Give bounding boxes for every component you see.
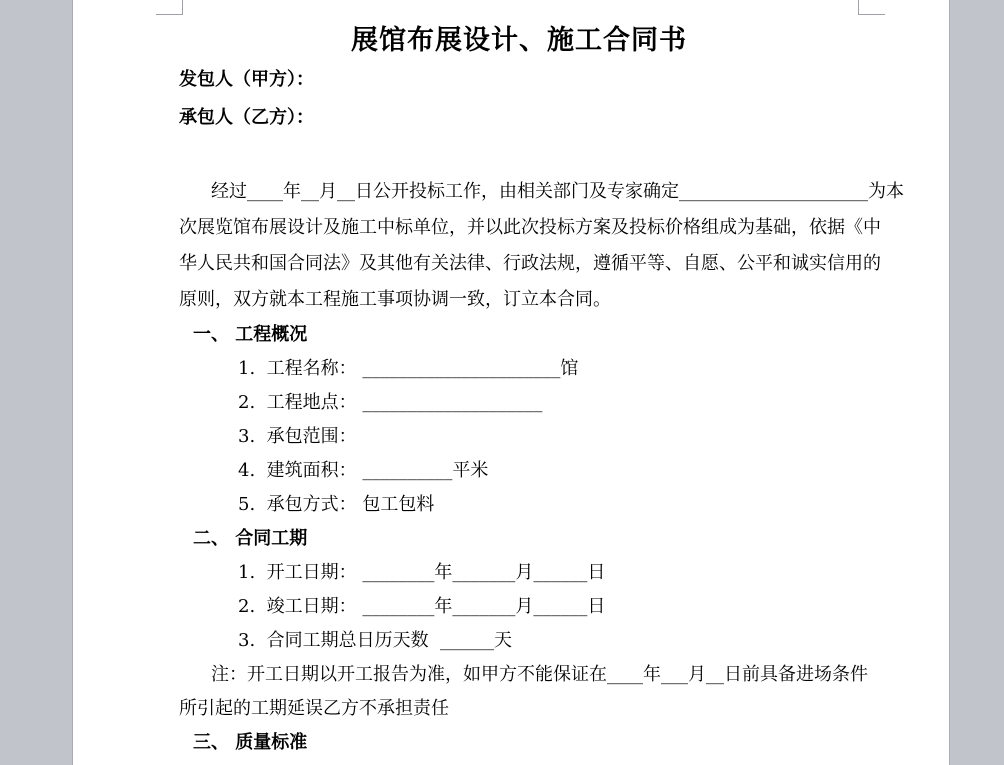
section-heading-contract-period: 二、 合同工期 [193, 528, 308, 549]
project-location-item: 2. 工程地点： ____________________ [238, 392, 543, 413]
building-area-item: 4. 建筑面积： __________平米 [238, 460, 489, 481]
margin-crop-mark-left-icon [156, 0, 183, 15]
contract-method-item: 5. 承包方式： 包工包料 [238, 494, 435, 515]
party-a-label: 发包人（甲方）： [179, 69, 314, 90]
completion-date-item: 2. 竣工日期： ________年_______月______日 [238, 596, 606, 617]
intro-line: 经过____年__月__日公开投标工作，由相关部门及专家确定_____________________为本 [211, 181, 904, 202]
project-name-item: 1. 工程名称： ______________________馆 [238, 358, 579, 379]
document-content [73, 24, 949, 765]
total-calendar-days-item: 3. 合同工期总日历天数 ______天 [238, 630, 513, 651]
intro-line: 华人民共和国合同法》及其他有关法律、行政法规，遵循平等、自愿、公平和诚实信用的 [179, 253, 881, 274]
margin-crop-mark-right-icon [858, 0, 885, 15]
intro-paragraph [179, 174, 904, 318]
document-page[interactable] [72, 0, 950, 765]
start-date-item: 1. 开工日期： ________年_______月______日 [238, 562, 606, 583]
note-line: 所引起的工期延误乙方不承担责任 [179, 698, 449, 719]
party-b-label: 承包人（乙方）： [179, 107, 314, 128]
section-heading-project-overview: 一、 工程概况 [193, 324, 308, 345]
intro-line: 原则，双方就本工程施工事项协调一致，订立本合同。 [179, 289, 611, 310]
note-line: 注：开工日期以开工报告为准，如甲方不能保证在____年___月__日前具备进场条件 [211, 664, 868, 685]
contract-scope-item: 3. 承包范围： [238, 426, 357, 447]
document-title: 展馆布展设计、施工合同书 [351, 25, 687, 56]
section-heading-quality-standard: 三、 质量标准 [193, 732, 308, 753]
intro-line: 次展览馆布展设计及施工中标单位，并以此次投标方案及投标价格组成为基础，依据《中 [179, 217, 881, 238]
